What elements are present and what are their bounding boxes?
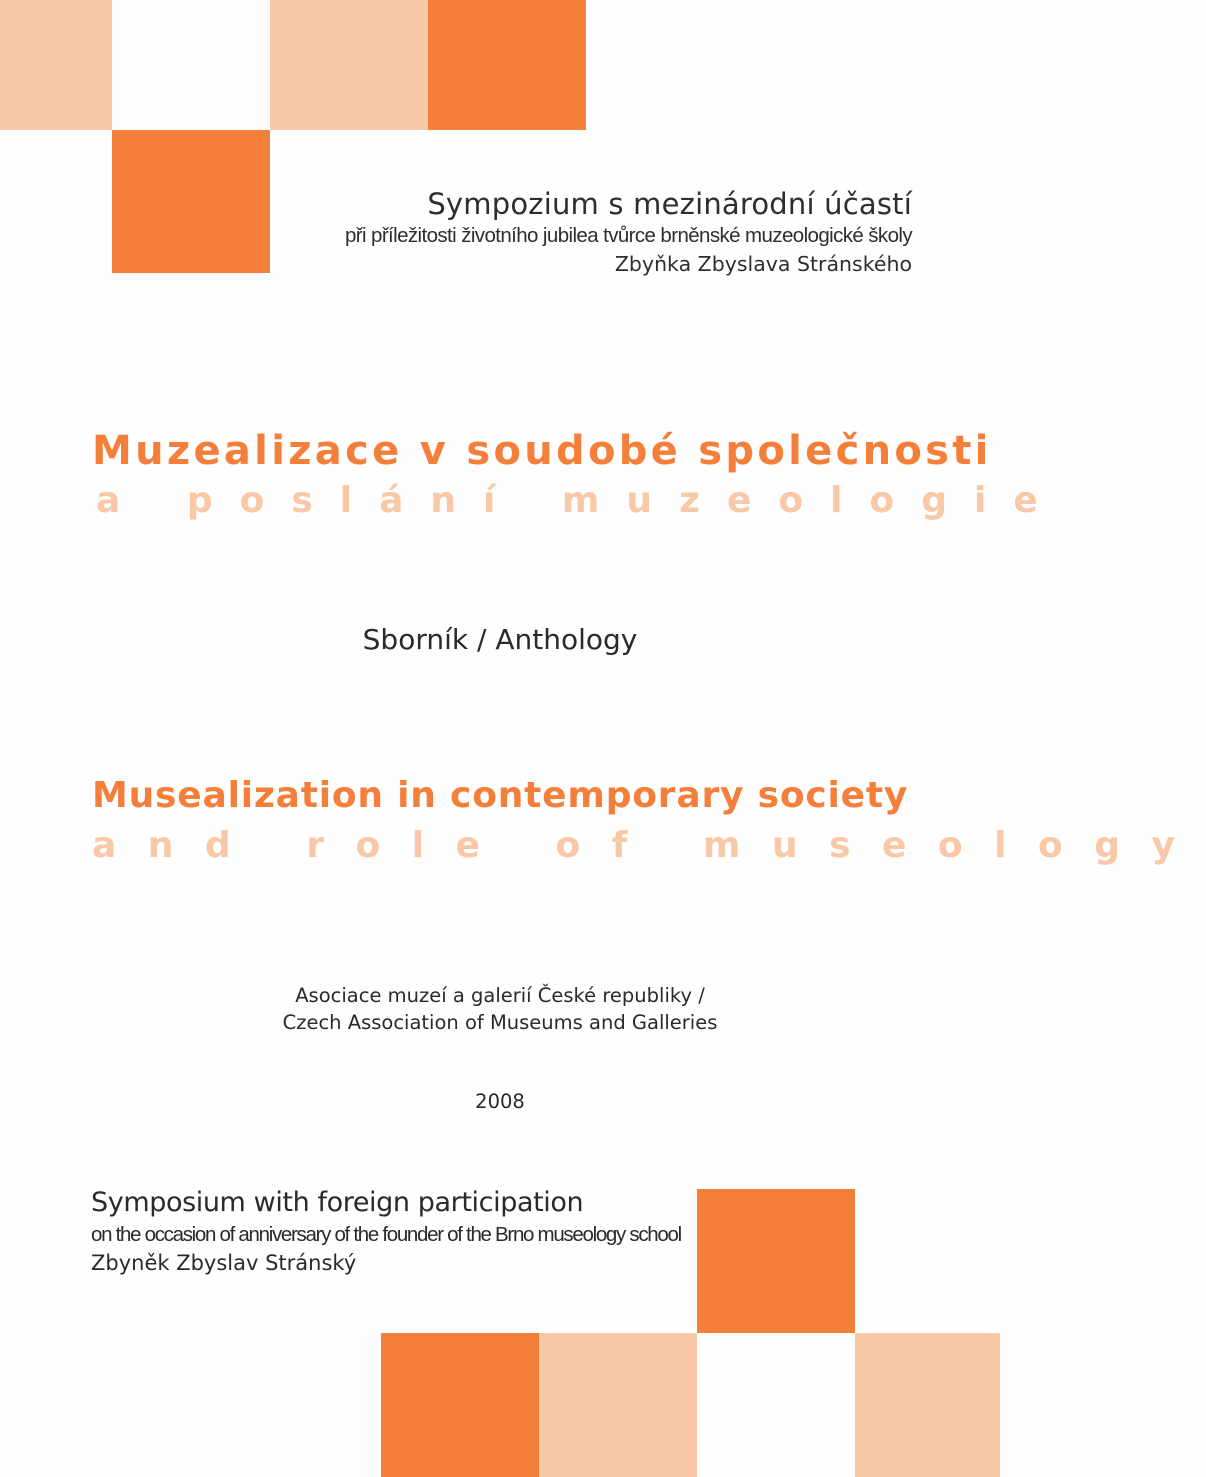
publication-year: 2008 [475,1090,525,1113]
deco-block-bottom-4 [855,1333,1000,1477]
symposium-header-cz [345,186,912,278]
deco-block-bottom-3 [539,1333,697,1477]
book-title-cz [92,424,1065,524]
book-title-en [92,772,1206,872]
deco-block-top-2 [270,0,428,130]
book-title-en-sub: and role of museology [92,825,1206,866]
deco-block-top-3 [428,0,586,130]
deco-block-bottom-1 [697,1189,855,1333]
anthology-label: Sborník / Anthology [362,623,638,656]
symposium-occasion-en: on the occasion of anniversary of the founder of the Brno museology school [91,1223,681,1246]
symposium-title-cz: Sympozium s mezinárodní účastí [427,187,912,221]
honoree-name-cz: Zbyňka Zbyslava Stránského [614,252,912,276]
deco-block-top-1 [0,0,112,130]
book-title-cz-sub: a poslání muzeologie [96,480,1065,521]
publisher [0,982,1000,1036]
deco-block-bottom-2 [381,1333,539,1477]
book-title-cz-main: Muzealizace v soudobé společnosti [92,428,992,474]
symposium-title-en: Symposium with foreign participation [91,1187,584,1218]
publisher-cz: Asociace muzeí a galerií České republiky / [295,984,705,1007]
honoree-name-en: Zbyněk Zbyslav Stránský [91,1251,357,1275]
publisher-en: Czech Association of Museums and Galleries [282,1011,718,1034]
book-title-en-main: Musealization in contemporary society [92,775,909,816]
symposium-header-en [91,1184,681,1278]
deco-block-top-4 [112,130,270,273]
symposium-occasion-cz: při příležitosti životního jubilea tvůrce brněnské muzeologické školy [344,224,912,247]
